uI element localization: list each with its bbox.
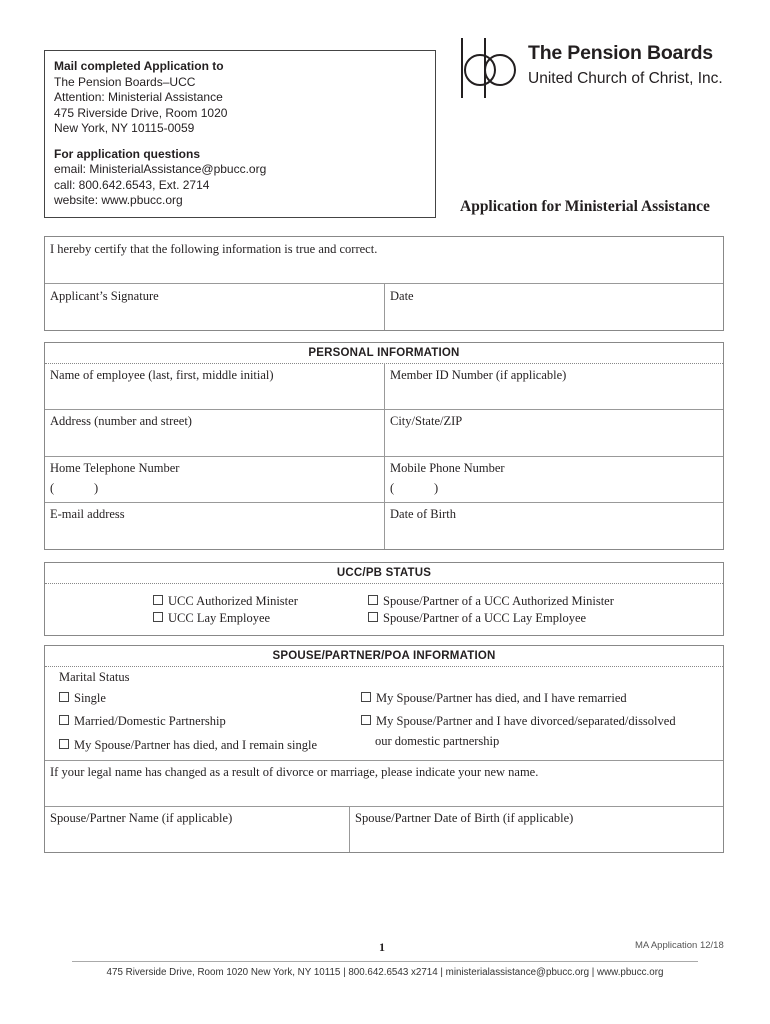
org-name: The Pension Boards xyxy=(528,42,713,64)
spouse-name-field[interactable] xyxy=(45,828,349,852)
signature-label: Applicant’s Signature xyxy=(50,289,159,303)
contact-website: website: www.pbucc.org xyxy=(54,193,183,207)
spouse-dob-field[interactable] xyxy=(350,828,723,852)
new-name-field[interactable] xyxy=(45,782,723,806)
checkbox[interactable] xyxy=(59,692,69,702)
spouse-heading: SPOUSE/PARTNER/POA INFORMATION xyxy=(272,650,496,662)
area-code-open: ( xyxy=(50,481,55,495)
option-label: My Spouse/Partner and I have divorced/separated/dissolved xyxy=(376,714,676,728)
area-code-close: ) xyxy=(434,481,439,495)
checkbox[interactable] xyxy=(368,612,378,622)
mailing-info-box xyxy=(44,50,436,218)
mail-line: The Pension Boards–UCC xyxy=(54,74,196,89)
form-title: Application for Ministerial Assistance xyxy=(460,198,710,215)
checkbox[interactable] xyxy=(59,739,69,749)
marital-status-label: Marital Status xyxy=(59,670,130,684)
page-number: 1 xyxy=(379,940,385,954)
status-option-lay-employee[interactable] xyxy=(153,611,270,626)
mail-line: 475 Riverside Drive, Room 1020 xyxy=(54,105,228,120)
mobile-phone-field[interactable] xyxy=(445,477,723,502)
home-phone-label: Home Telephone Number xyxy=(50,461,180,475)
address-field[interactable] xyxy=(45,431,384,456)
footer-rule xyxy=(72,961,698,962)
marital-option-married[interactable] xyxy=(59,714,226,729)
contact-email: email: MinisterialAssistance@pbucc.org xyxy=(54,162,267,176)
option-label: UCC Authorized Minister xyxy=(168,594,298,608)
option-label: My Spouse/Partner has died, and I have remarried xyxy=(376,691,627,705)
signature-field[interactable] xyxy=(45,297,384,330)
employee-name-label: Name of employee (last, first, middle initial) xyxy=(50,368,274,382)
pb-logo-icon xyxy=(458,34,526,102)
member-id-label: Member ID Number (if applicable) xyxy=(390,368,567,382)
option-label: UCC Lay Employee xyxy=(168,611,271,625)
status-heading: UCC/PB STATUS xyxy=(336,567,432,579)
pension-boards-logo xyxy=(458,34,738,102)
ucc-pb-status-section xyxy=(44,562,724,636)
contact-phone: call: 800.642.6543, Ext. 2714 xyxy=(54,177,210,192)
option-label: My Spouse/Partner has died, and I remain single xyxy=(74,738,318,752)
option-label: Spouse/Partner of a UCC Authorized Minister xyxy=(383,594,614,608)
certification-section xyxy=(44,236,724,331)
mail-heading: Mail completed Application to xyxy=(54,59,224,73)
area-code-open: ( xyxy=(390,481,395,495)
date-field[interactable] xyxy=(385,297,723,330)
address-label: Address (number and street) xyxy=(50,414,192,428)
personal-info-heading: PERSONAL INFORMATION xyxy=(308,347,460,359)
option-label: Single xyxy=(74,691,106,705)
questions-heading: For application questions xyxy=(54,146,201,161)
checkbox[interactable] xyxy=(361,692,371,702)
date-of-birth-label: Date of Birth xyxy=(390,507,456,521)
checkbox[interactable] xyxy=(153,612,163,622)
date-label: Date xyxy=(390,289,414,303)
mail-line: Attention: Ministerial Assistance xyxy=(54,90,223,104)
footer-contact: 475 Riverside Drive, Room 1020 New York, NY 10115 | 800.642.6543 x2714 | ministerialassistance@pbucc.org | www.pbucc.org xyxy=(106,967,664,978)
certify-statement: I hereby certify that the following information is true and correct. xyxy=(50,242,378,256)
name-change-label: If your legal name has changed as a result of divorce or marriage, please indicate your new name. xyxy=(50,765,539,779)
city-state-zip-field[interactable] xyxy=(385,431,723,456)
email-label: E-mail address xyxy=(50,507,125,521)
email-field[interactable] xyxy=(45,524,384,549)
date-of-birth-field[interactable] xyxy=(385,524,723,549)
form-code: MA Application 12/18 xyxy=(635,940,724,951)
option-label: Married/Domestic Partnership xyxy=(74,714,226,728)
status-option-authorized-minister[interactable] xyxy=(153,594,298,609)
mobile-phone-label: Mobile Phone Number xyxy=(390,461,505,475)
marital-option-widowed-remarried[interactable] xyxy=(361,691,627,706)
status-option-spouse-lay-employee[interactable] xyxy=(368,611,586,626)
checkbox[interactable] xyxy=(368,595,378,605)
member-id-field[interactable] xyxy=(385,385,723,409)
option-label: Spouse/Partner of a UCC Lay Employee xyxy=(383,611,587,625)
option-label-continued: our domestic partnership xyxy=(375,734,500,748)
checkbox[interactable] xyxy=(59,715,69,725)
checkbox[interactable] xyxy=(361,715,371,725)
mail-line: New York, NY 10115-0059 xyxy=(54,121,195,135)
org-subtitle: United Church of Christ, Inc. xyxy=(528,70,723,87)
city-state-zip-label: City/State/ZIP xyxy=(390,414,463,428)
area-code-close: ) xyxy=(94,481,99,495)
spouse-name-label: Spouse/Partner Name (if applicable) xyxy=(50,811,233,825)
marital-option-widowed-single[interactable] xyxy=(59,738,317,753)
marital-option-divorced[interactable] xyxy=(361,714,676,729)
spouse-dob-label: Spouse/Partner Date of Birth (if applicable) xyxy=(355,811,574,825)
marital-option-single[interactable] xyxy=(59,691,106,706)
spouse-partner-poa-section xyxy=(44,645,724,853)
personal-information-section xyxy=(44,342,724,550)
home-phone-field[interactable] xyxy=(105,477,384,502)
employee-name-field[interactable] xyxy=(45,385,384,409)
checkbox[interactable] xyxy=(153,595,163,605)
status-option-spouse-minister[interactable] xyxy=(368,594,614,609)
